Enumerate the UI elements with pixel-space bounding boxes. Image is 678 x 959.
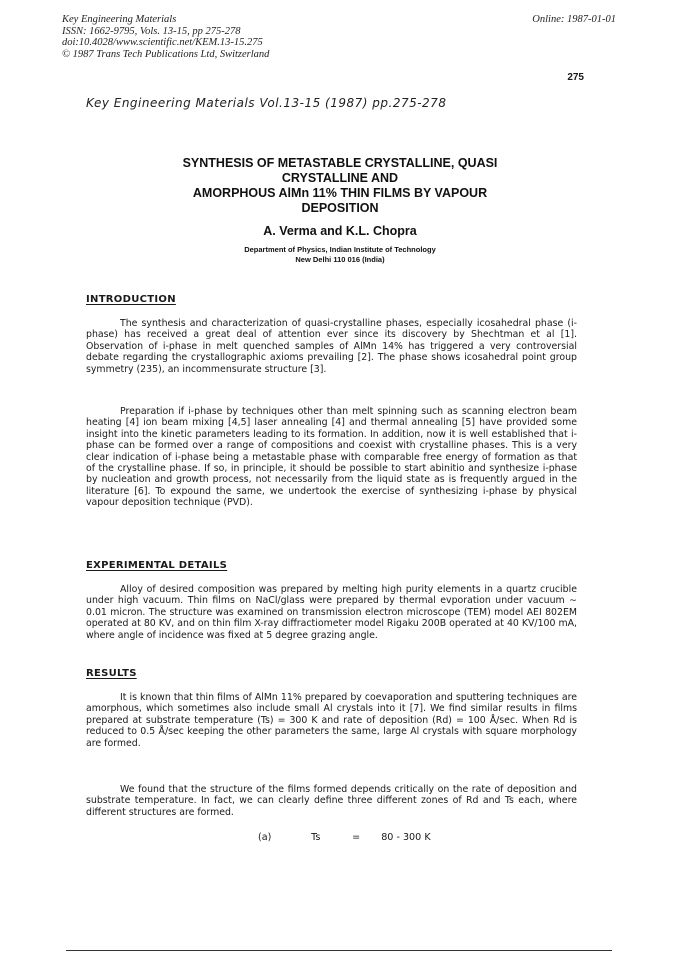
issn-line: ISSN: 1662-9795, Vols. 13-15, pp 275-278 (62, 25, 241, 37)
title-line: DEPOSITION (301, 201, 379, 215)
zone-symbol: Ts (311, 832, 321, 843)
body-paragraph: Preparation if i-phase by techniques other than melt spinning such as scanning electron beam heating [4] ion beam mixing [4,5] laser annealing [4] and thermal annealing [5] have provided some insight into the kinetic parameters leading to its formation. In addition, now it is well established that i-phase can be formed over a range of compositions and coexist with crystalline phases. This is a very clear indication of i-phase being a metastable phase with comparable free energy of formation as that of the crystalline phase. If so, in principle, it should be possible to start abinitio and synthesize i-phase by nucleation and growth process, not necessarily from the liquid state as is frequently argued in the literature [6]. To expound the same, we undertook the exercise of synthesizing i-phase by physical vapour deposition technique (PVD). (86, 406, 577, 509)
zone-label: (a) (258, 832, 272, 843)
affiliation-line: Department of Physics, Indian Institute of Technology (244, 245, 436, 254)
zone-item-a (258, 832, 431, 843)
zone-range: 80 - 300 K (381, 832, 431, 843)
zone-equals: = (352, 832, 361, 843)
paper-title (150, 156, 530, 216)
doi-line: doi:10.4028/www.scientific.net/KEM.13-15.275 (62, 37, 263, 49)
title-line: AMORPHOUS AlMn 11% THIN FILMS BY VAPOUR (192, 186, 488, 200)
body-paragraph: The synthesis and characterization of quasi-crystalline phases, especially icosahedral phase (i-phase) has received a great deal of attention ever since its discovery by Shechtman et al [1]. Observation of i-phase in melt quenched samples of AlMn 14% has triggered a very controversial debate regarding the crystallographic axioms prevailing [2]. The phase shows icosahedral point group symmetry (235), an incommensurate structure [3]. (86, 318, 577, 375)
running-head: Key Engineering Materials Vol.13-15 (1987) pp.275-278 (86, 96, 447, 110)
body-paragraph: We found that the structure of the films formed depends critically on the rate of deposition and substrate temperature. In fact, we can clearly define three different zones of Rd and Ts each, where different structures are formed. (86, 784, 577, 818)
section-heading-introduction: INTRODUCTION (86, 294, 176, 305)
title-line: CRYSTALLINE AND (281, 171, 399, 185)
body-paragraph: Alloy of desired composition was prepared by melting high purity elements in a quartz crucible under high vacuum. Thin films on NaCl/glass were prepared by thermal evporation under vacuum ∼ 0.01 micron. The structure was examined on transmission electron microscope (TEM) model AEI 802EM operated at 80 KV, and on thin film X-ray diffractiometer model Rigaku 200B operated at 40 KV/100 mA, where angle of incidence was fixed at 5 degree grazing angle. (86, 584, 577, 641)
journal-name: Key Engineering Materials (62, 14, 177, 25)
page-number: 275 (567, 72, 584, 83)
authors: A. Verma and K.L. Chopra (263, 224, 417, 238)
footer-rule (66, 950, 612, 951)
copyright-line: © 1987 Trans Tech Publications Ltd, Switzerland (62, 48, 270, 60)
section-heading-experimental: EXPERIMENTAL DETAILS (86, 560, 228, 571)
citation-block (62, 14, 269, 60)
affiliation (150, 245, 530, 264)
online-date: Online: 1987-01-01 (532, 14, 616, 25)
affiliation-line: New Delhi 110 016 (India) (295, 254, 385, 264)
section-heading-results: RESULTS (86, 668, 137, 679)
body-paragraph: It is known that thin films of AlMn 11% prepared by coevaporation and sputtering techniques are amorphous, which sometimes also include small Al crystals into it [7]. We find similar results in films prepared at substrate temperature (Ts) = 300 K and rate of deposition (Rd) = 100 Å/sec. When Rd is reduced to 0.5 Å/sec keeping the other parameters the same, large Al crystals with square morphology are formed. (86, 692, 577, 749)
title-line: SYNTHESIS OF METASTABLE CRYSTALLINE, QUASI (182, 156, 498, 170)
